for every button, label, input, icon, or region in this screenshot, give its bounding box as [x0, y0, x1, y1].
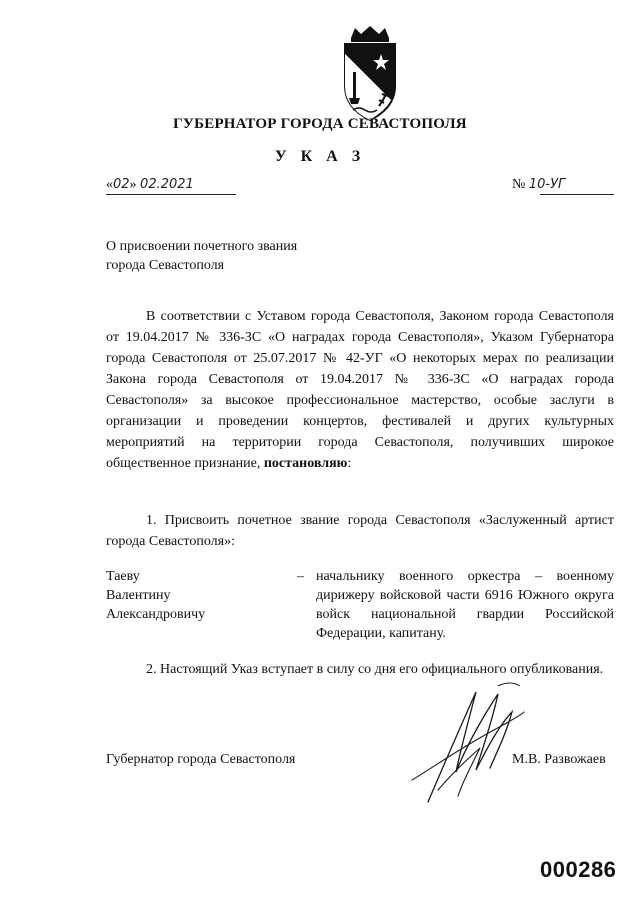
awardee-dash: –: [297, 569, 304, 584]
decree-subject: [106, 237, 297, 275]
date-day: 02: [113, 177, 130, 192]
preamble-keyword: постановляю: [263, 456, 348, 471]
awardee-name: [106, 567, 205, 624]
signatory-name: М.В. Развожаев: [512, 752, 606, 767]
date-underline: [106, 194, 236, 195]
decree-number: [512, 177, 614, 197]
subject-line-1: О присвоении почетного звания: [106, 239, 298, 254]
registration-number: 000286: [540, 857, 617, 882]
number-underline: [540, 194, 614, 195]
document-type-heading: У К А З: [274, 148, 366, 165]
handwritten-signature: [398, 672, 528, 812]
date-close-quote: »: [129, 177, 137, 192]
preamble-end: :: [347, 456, 352, 471]
preamble-paragraph: [106, 306, 614, 474]
subject-line-2: города Севастополя: [106, 258, 225, 273]
number-label: №: [512, 177, 526, 192]
number-value: 10-УГ: [528, 177, 566, 192]
signatory-title: Губернатор города Севастополя: [106, 752, 296, 767]
issuing-authority-title: ГУБЕРНАТОР ГОРОДА СЕВАСТОПОЛЯ: [173, 116, 467, 132]
awardee-position: начальнику военного оркестра – военному дирижеру войсковой части 6916 Южного округа войск национальной гвардии Российской Федерации, капитану.: [316, 569, 614, 641]
preamble-text: В соответствии с Уставом города Севастополя, Законом города Севастополя от 19.04.2017 № 336-ЗС «О наградах города Севастополя», Указом Губернатора города Севастополя от 25.07.2017 № 42-УГ «О некоторых мерах по реализации Закона города Севастополя от 19.04.2017 № 336-ЗС «О наградах города Севастополя» за высокое профессиональное мастерство, особые заслуги в организации и проведении концертов, фестивалей и других культурных мероприятий на территории города Севастополя, получивших широкое общественное признание,: [106, 309, 614, 471]
awardee-patronymic: Александровичу: [106, 607, 206, 622]
coat-of-arms-emblem: [329, 24, 411, 124]
date-month-year: 02.2021: [140, 177, 194, 192]
item-1-paragraph: 1. Присвоить почетное звание города Севастополя «Заслуженный артист города Севастополя»:: [106, 513, 614, 549]
date-open-quote: «: [106, 177, 113, 192]
item-2-paragraph: 2. Настоящий Указ вступает в силу со дня его официального опубликования.: [146, 662, 604, 677]
awardee-surname: Таеву: [106, 569, 140, 584]
decree-date: [106, 177, 236, 197]
awardee-first-name: Валентину: [106, 588, 171, 603]
